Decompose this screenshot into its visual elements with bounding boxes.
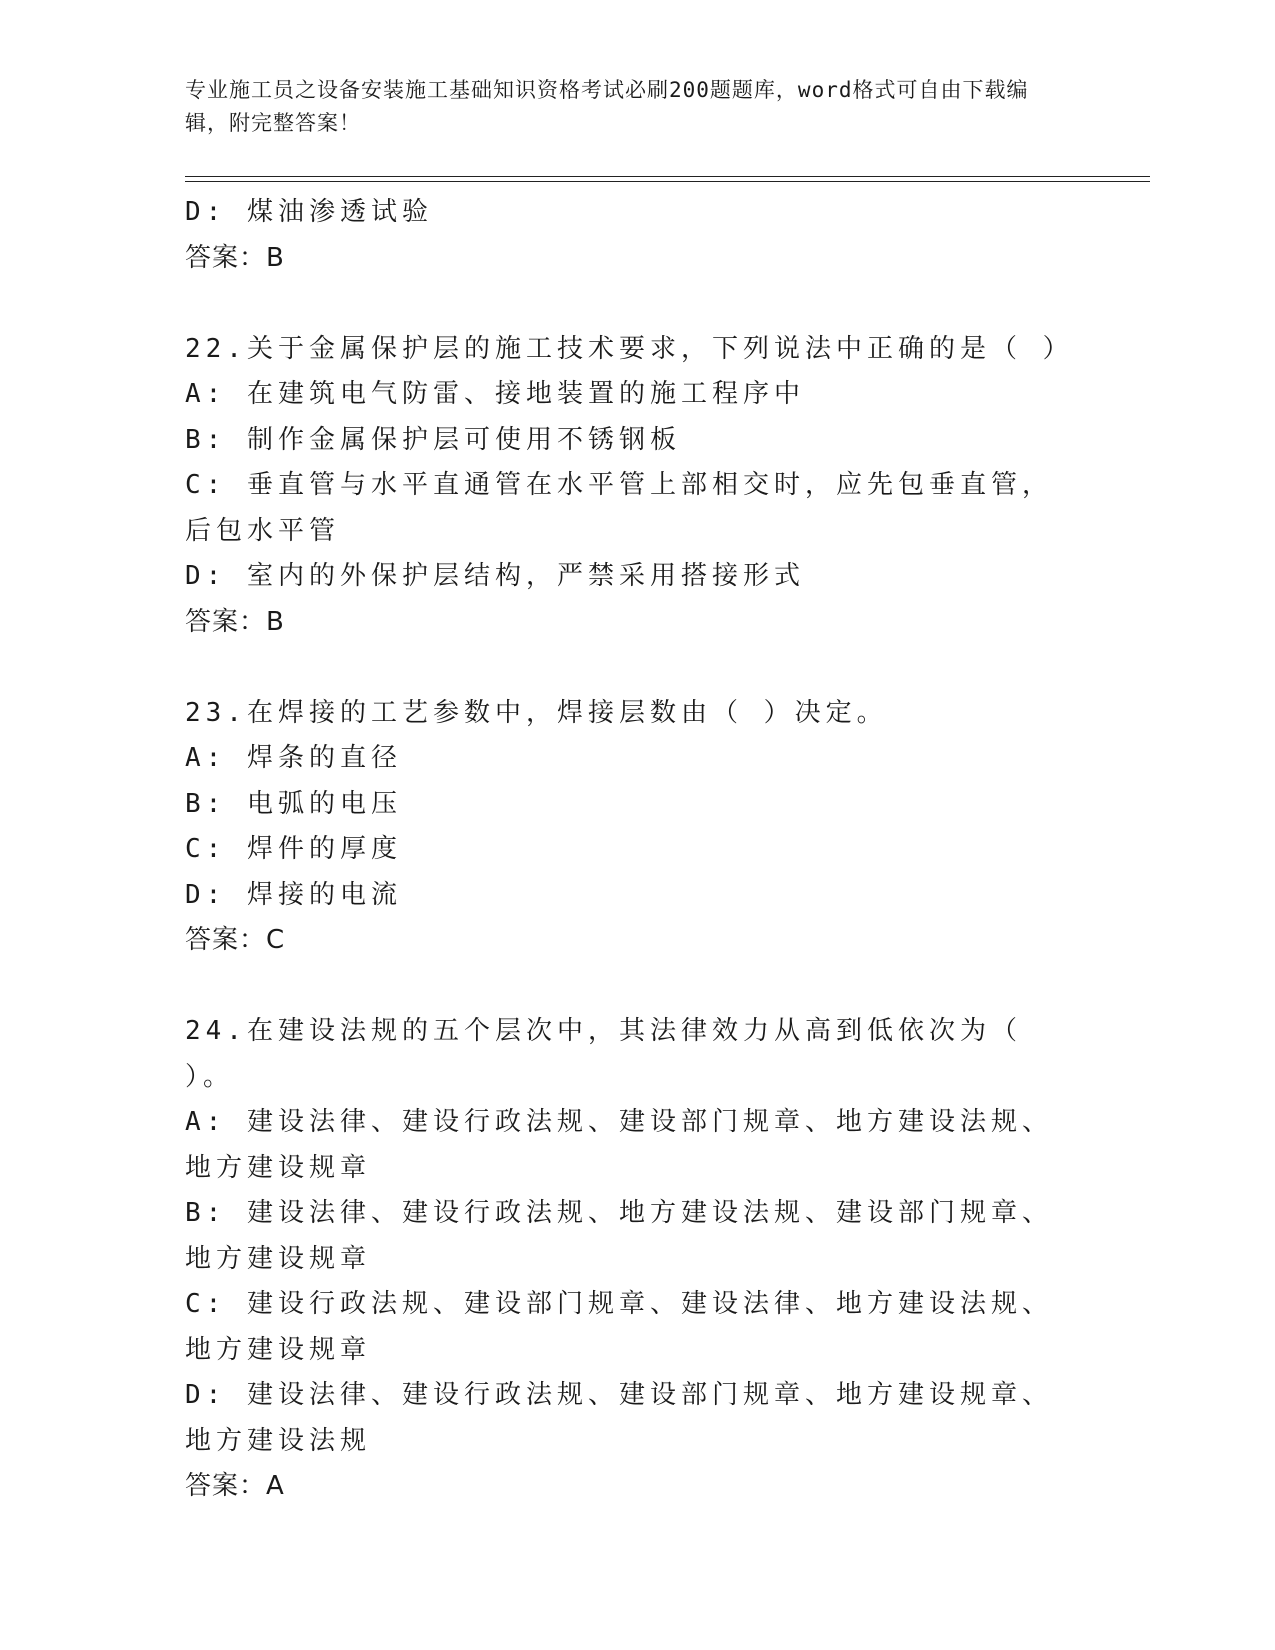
spacer bbox=[185, 964, 1065, 1010]
spacer bbox=[185, 281, 1065, 327]
option-a: A: 焊条的直径 bbox=[185, 743, 402, 773]
question-23 bbox=[185, 691, 1065, 964]
option-c: C: 建设行政法规、建设部门规章、建设法律、地方建设法规、地方建设规章 bbox=[185, 1289, 1053, 1365]
question-22 bbox=[185, 327, 1074, 646]
answer: 答案：A bbox=[185, 1471, 285, 1501]
answer: 答案：C bbox=[185, 925, 286, 955]
header-divider-bottom bbox=[185, 181, 1150, 182]
option-c: C: 垂直管与水平直通管在水平管上部相交时，应先包垂直管，后包水平管 bbox=[185, 470, 1053, 546]
question-content bbox=[185, 190, 1074, 1510]
previous-answer: 答案：B bbox=[185, 242, 285, 273]
option-d: D: 焊接的电流 bbox=[185, 879, 402, 910]
document-header: 专业施工员之设备安装施工基础知识资格考试必刷200题题库，word格式可自由下载编辑，附完整答案！ bbox=[185, 78, 1029, 135]
option-c: C: 焊件的厚度 bbox=[185, 834, 402, 864]
option-b: B: 建设法律、建设行政法规、地方建设法规、建设部门规章、地方建设规章 bbox=[185, 1198, 1053, 1274]
spacer bbox=[185, 645, 1065, 691]
question-stem: 24.在建设法规的五个层次中，其法律效力从高到低依次为（ ）。 bbox=[185, 1016, 1043, 1092]
header-divider-top bbox=[185, 176, 1150, 177]
answer: 答案：B bbox=[185, 606, 285, 637]
question-stem: 23.在焊接的工艺参数中，焊接层数由（ ）决定。 bbox=[185, 697, 888, 728]
option-d: D: 室内的外保护层结构，严禁采用搭接形式 bbox=[185, 561, 805, 591]
option-b: B: 电弧的电压 bbox=[185, 788, 402, 819]
previous-option-d: D: 煤油渗透试验 bbox=[185, 197, 433, 227]
option-a: A: 在建筑电气防雷、接地装置的施工程序中 bbox=[185, 379, 805, 409]
option-b: B: 制作金属保护层可使用不锈钢板 bbox=[185, 424, 681, 455]
option-d: D: 建设法律、建设行政法规、建设部门规章、地方建设规章、地方建设法规 bbox=[185, 1380, 1053, 1456]
question-24 bbox=[185, 1009, 1065, 1510]
question-stem: 22.关于金属保护层的施工技术要求，下列说法中正确的是（ ） bbox=[185, 333, 1074, 364]
option-a: A: 建设法律、建设行政法规、建设部门规章、地方建设法规、地方建设规章 bbox=[185, 1107, 1053, 1183]
